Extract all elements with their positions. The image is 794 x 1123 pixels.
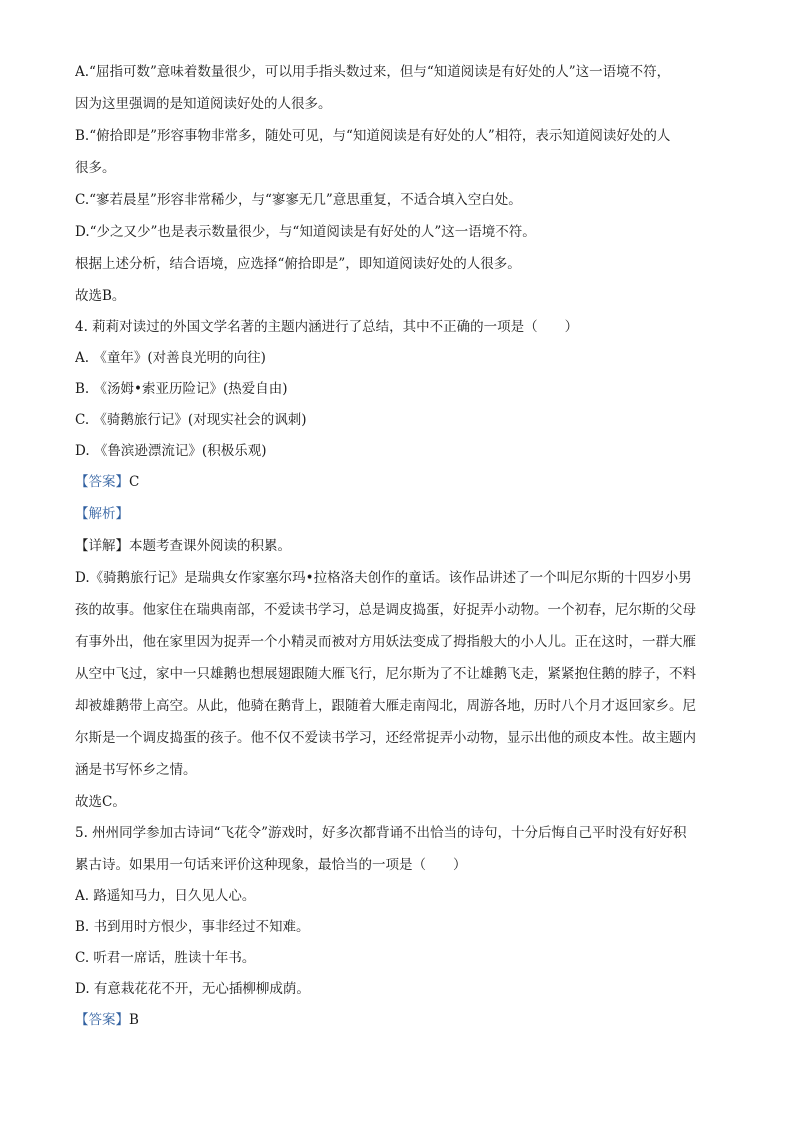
answer-5-line bbox=[75, 1010, 725, 1030]
question-5-stem-line-2: 累古诗。如果用一句话来评价这种现象，最恰当的一项是（ ） bbox=[75, 857, 467, 873]
question-5-option-c: C. 听君一席话，胜读十年书。 bbox=[75, 950, 256, 966]
analysis-4-line bbox=[75, 504, 725, 524]
question-5-stem-line-1: 5. 州州同学参加古诗词“飞花令”游戏时，好多次都背诵不出恰当的诗句，十分后悔自己平时没有好好积 bbox=[75, 825, 687, 841]
question-4-option-c: C. 《骑鹅旅行记》(对现实社会的讽刺) bbox=[75, 412, 307, 428]
question-4-stem: 4. 莉莉对读过的外国文学名著的主题内涵进行了总结，其中不正确的一项是（ ） bbox=[75, 319, 579, 335]
question-5-option-a: A. 路遥知马力，日久见人心。 bbox=[75, 888, 256, 904]
analysis-tag: 【解析】 bbox=[75, 506, 129, 522]
option-a-explanation-line-1: A.“屈指可数”意味着数量很少，可以用手指头数过来，但与“知道阅读是有好处的人”这一语境不符， bbox=[75, 64, 671, 80]
conclusion-line: 根据上述分析，结合语境，应选择“俯拾即是”，即知道阅读好处的人很多。 bbox=[75, 256, 521, 272]
answer-tag: 【答案】 bbox=[75, 1012, 129, 1028]
question-5-option-b: B. 书到用时方恨少，事非经过不知难。 bbox=[75, 919, 310, 935]
question-4-option-d: D. 《鲁滨逊漂流记》(积极乐观) bbox=[75, 443, 267, 459]
detail-paragraph-line-2: 孩的故事。他家住在瑞典南部，不爱读书学习，总是调皮捣蛋，好捉弄小动物。一个初春，尼尔斯的父母 bbox=[75, 602, 696, 618]
detail-paragraph-line-7: 涵是书写怀乡之情。 bbox=[75, 762, 197, 778]
choose-b-line: 故选B。 bbox=[75, 288, 126, 304]
choose-c-line: 故选C。 bbox=[75, 794, 126, 810]
detail-paragraph-line-5: 却被雄鹅带上高空。从此，他骑在鹅背上，跟随着大雁走南闯北，周游各地，历时八个月才返回家乡。尼 bbox=[75, 698, 696, 714]
question-4-option-b: B. 《汤姆•索亚历险记》(热爱自由) bbox=[75, 381, 288, 397]
option-a-explanation-line-2: 因为这里强调的是知道阅读好处的人很多。 bbox=[75, 96, 332, 112]
detail-paragraph-line-1: D.《骑鹅旅行记》是瑞典女作家塞尔玛•拉格洛夫创作的童话。该作品讲述了一个叫尼尔斯的十四岁小男 bbox=[75, 570, 692, 586]
option-b-explanation-line-2: 很多。 bbox=[75, 160, 116, 176]
answer-4-line bbox=[75, 472, 725, 492]
detail-text: 本题考查课外阅读的积累。 bbox=[129, 538, 291, 554]
detail-tag: 【详解】 bbox=[75, 538, 129, 554]
option-d-explanation: D.“少之又少”也是表示数量很少，与“知道阅读是有好处的人”这一语境不符。 bbox=[75, 224, 536, 240]
option-c-explanation: C.“寥若晨星”形容非常稀少，与“寥寥无几”意思重复，不适合填入空白处。 bbox=[75, 192, 522, 208]
question-4-option-a: A. 《童年》(对善良光明的向往) bbox=[75, 350, 266, 366]
detail-paragraph-line-3: 有事外出，他在家里因为捉弄一个小精灵而被对方用妖法变成了拇指般大的小人儿。正在这时，一群大雁 bbox=[75, 634, 696, 650]
option-b-explanation-line-1: B.“俯拾即是”形容事物非常多，随处可见，与“知道阅读是有好处的人”相符，表示知道阅读好处的人 bbox=[75, 128, 671, 144]
question-5-option-d: D. 有意栽花花不开，无心插柳柳成荫。 bbox=[75, 981, 310, 997]
detail-paragraph-line-6: 尔斯是一个调皮捣蛋的孩子。他不仅不爱读书学习，还经常捉弄小动物，显示出他的顽皮本性。故主题内 bbox=[75, 730, 696, 746]
answer-value: B bbox=[129, 1012, 139, 1028]
answer-value: C bbox=[129, 474, 140, 490]
answer-tag: 【答案】 bbox=[75, 474, 129, 490]
detail-paragraph-line-4: 从空中飞过，家中一只雄鹅也想展翅跟随大雁飞行，尼尔斯为了不让雄鹅飞走，紧紧抱住鹅的脖子，不料 bbox=[75, 666, 696, 682]
detail-4-line bbox=[75, 536, 725, 556]
